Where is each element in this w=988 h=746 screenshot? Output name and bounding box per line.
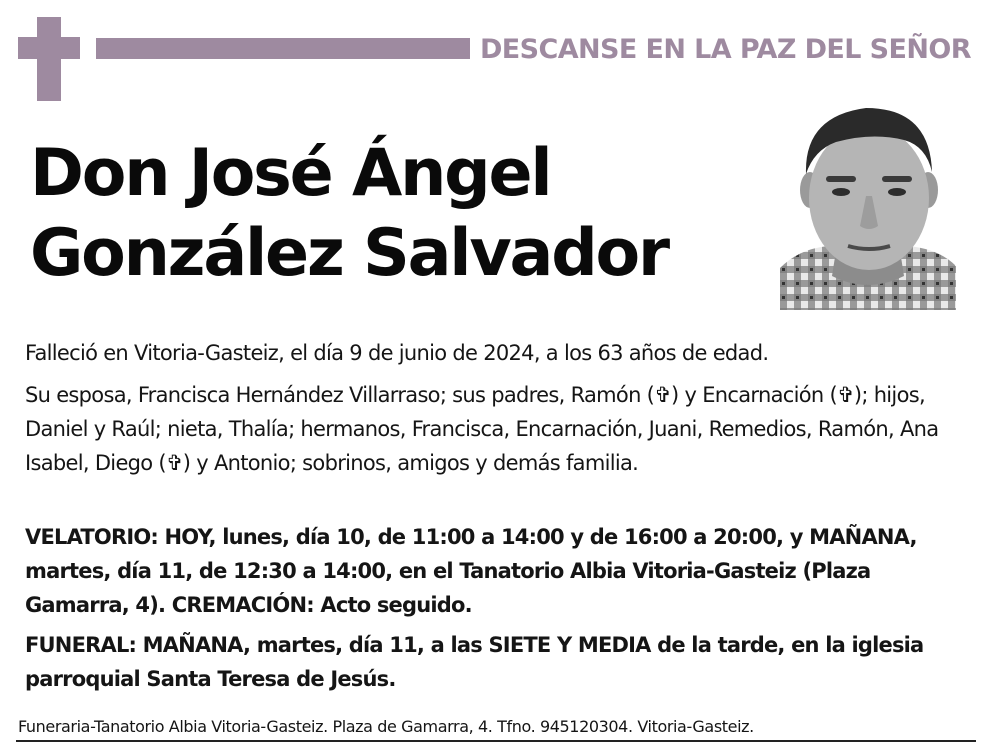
death-notice-line: Falleció en Vitoria-Gasteiz, el día 9 de junio de 2024, a los 63 años de edad. (25, 341, 769, 365)
deceased-name-line2: González Salvador (30, 216, 668, 291)
family-list: Su esposa, Francisca Hernández Villarraso; sus padres, Ramón (✞) y Encarnación (✞); hijos, Daniel y Raúl; nieta, Thalía; hermanos, Francisca, Encarnación, Juani, Remedios, Ramón, Ana Isabel, Diego (✞) y Antonio; sobrinos, amigos y demás familia. (25, 383, 939, 475)
wake-details: VELATORIO: HOY, lunes, día 10, de 11:00 a 14:00 y de 16:00 a 20:00, y MAÑANA, martes, día 11, de 12:30 a 14:00, en el Tanatorio Albia Vitoria-Gasteiz (Plaza Gamarra, 4). CREMACIÓN: Acto seguido. (25, 525, 917, 617)
funeral-home-footer: Funeraria-Tanatorio Albia Vitoria-Gasteiz. Plaza de Gamarra, 4. Tfno. 945120304. Vitoria-Gasteiz. (18, 717, 754, 736)
portrait-photo (780, 98, 956, 310)
deceased-name (30, 134, 750, 294)
cross-icon-horizontal (18, 37, 80, 59)
funeral-details: FUNERAL: MAÑANA, martes, día 11, a las SIETE Y MEDIA de la tarde, en la iglesia parroquial Santa Teresa de Jesús. (25, 633, 924, 691)
header-bar (96, 38, 470, 59)
footer-divider (16, 740, 976, 742)
deceased-name-line1: Don José Ángel (30, 136, 551, 211)
cross-icon-vertical (37, 17, 61, 101)
header-tagline: DESCANSE EN LA PAZ DEL SEÑOR (480, 34, 971, 65)
